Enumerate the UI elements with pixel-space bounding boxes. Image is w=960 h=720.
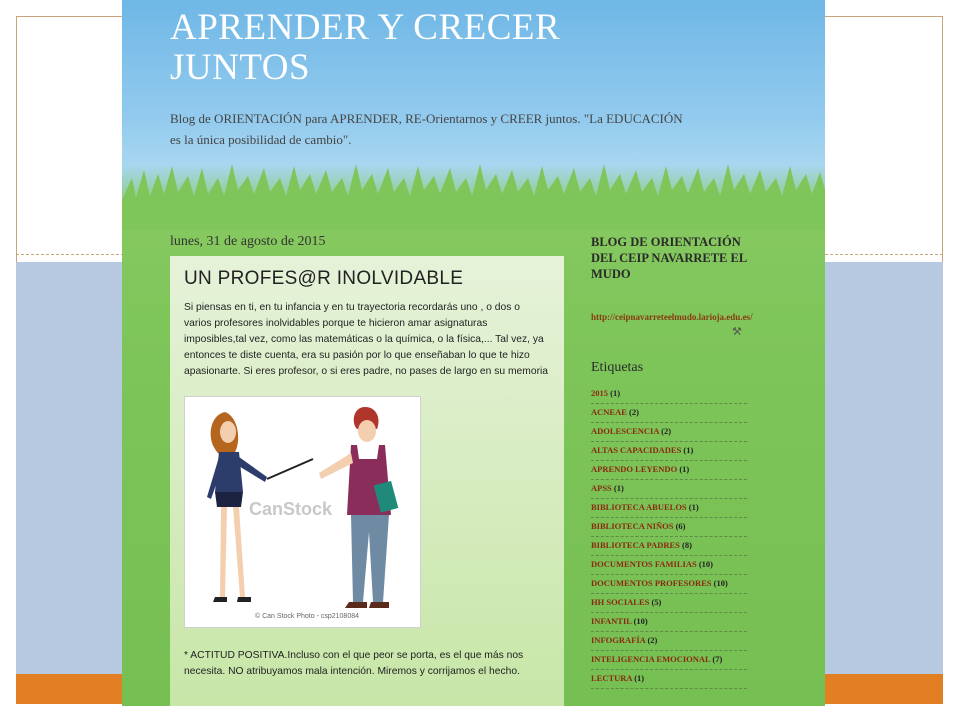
- label-item: [591, 518, 747, 537]
- label-item: [591, 404, 747, 423]
- label-link[interactable]: DOCUMENTOS PROFESORES: [591, 578, 712, 588]
- label-count: (6): [675, 521, 686, 531]
- blog-description: Blog de ORIENTACIÓN para APRENDER, RE-Orientarnos y CREER juntos. "La EDUCACIÓN es la única posibilidad de cambio".: [170, 111, 683, 147]
- post-date: lunes, 31 de agosto de 2015: [170, 234, 326, 249]
- label-item: [591, 442, 747, 461]
- label-item: [591, 461, 747, 480]
- label-count: (1): [634, 673, 645, 683]
- post-title[interactable]: UN PROFES@R INOLVIDABLE: [184, 268, 464, 289]
- label-link[interactable]: INFOGRAFÍA: [591, 635, 646, 645]
- label-count: (1): [610, 388, 621, 398]
- label-count: (10): [633, 616, 648, 626]
- blog-title[interactable]: APRENDER Y CRECER JUNTOS: [170, 7, 561, 88]
- image-credit: © Can Stock Photo - csp2108084: [255, 613, 359, 620]
- sidebar-blog-heading: BLOG DE ORIENTACIÓN DEL CEIP NAVARRETE EL MUDO: [591, 235, 747, 281]
- label-item: [591, 613, 747, 632]
- label-link[interactable]: ADOLESCENCIA: [591, 426, 660, 436]
- label-count: (2): [629, 407, 639, 417]
- label-item: [591, 537, 747, 556]
- label-link[interactable]: APRENDO LEYENDO: [591, 464, 678, 474]
- label-count: (10): [713, 578, 728, 588]
- label-link[interactable]: INFANTIL: [591, 616, 632, 626]
- label-link[interactable]: BIBLIOTECA ABUELOS: [591, 502, 687, 512]
- label-link[interactable]: ALTAS CAPACIDADES: [591, 445, 682, 455]
- post-body-continued: * ACTITUD POSITIVA.Incluso con el que peor se porta, es el que más nos necesita. NO atribuyamos mala intención. Miremos y corrijamos el hecho.: [184, 650, 524, 677]
- label-link[interactable]: APSS: [591, 483, 612, 493]
- label-link[interactable]: HH SOCIALES: [591, 597, 650, 607]
- labels-heading: Etiquetas: [591, 360, 644, 375]
- screwdriver-wrench-icon[interactable]: ⚒: [732, 326, 742, 338]
- label-link[interactable]: DOCUMENTOS FAMILIAS: [591, 559, 697, 569]
- label-link[interactable]: BIBLIOTECA PADRES: [591, 540, 680, 550]
- label-item: [591, 575, 747, 594]
- label-item: [591, 632, 747, 651]
- label-item: [591, 480, 747, 499]
- label-item: [591, 670, 747, 689]
- post-body: Si piensas en ti, en tu infancia y en tu trayectoria recordarás uno , o dos o varios profesores inolvidables porque te hicieron amar asignaturas imposibles,tal vez, como las matemáticas o la química, o la física,... Tal vez, ya entonces te diste cuenta, era su pasión por lo que enseñaban lo que te hizo apasionarte. Si eres profesor, o si eres padre, no pases de largo en su memoria: [184, 302, 549, 377]
- label-item: [591, 423, 747, 442]
- sidebar-blog-link[interactable]: http://ceipnavarreteelmudo.larioja.edu.es/: [591, 312, 753, 322]
- label-link[interactable]: ACNEAE: [591, 407, 627, 417]
- blog-screenshot: [122, 0, 825, 706]
- label-item: [591, 594, 747, 613]
- label-count: (5): [651, 597, 662, 607]
- label-count: (2): [661, 426, 672, 436]
- label-count: (7): [712, 654, 723, 664]
- label-item: [591, 556, 747, 575]
- label-item: [591, 651, 747, 670]
- label-link[interactable]: INTELIGENCIA EMOCIONAL: [591, 654, 711, 664]
- grass-decoration: [122, 160, 825, 230]
- label-link[interactable]: 2015: [591, 388, 608, 398]
- post-illustration[interactable]: [184, 396, 421, 628]
- label-count: (1): [679, 464, 690, 474]
- label-item: [591, 385, 747, 404]
- label-count: (8): [682, 540, 692, 550]
- label-link[interactable]: LECTURA: [591, 673, 633, 683]
- label-count: (10): [698, 559, 714, 569]
- label-count: (1): [613, 483, 624, 493]
- label-count: (2): [647, 635, 658, 645]
- image-watermark: CanStock: [249, 499, 333, 519]
- label-item: [591, 499, 747, 518]
- label-link[interactable]: BIBLIOTECA NIÑOS: [591, 521, 674, 531]
- labels-list: [591, 385, 747, 689]
- label-count: (1): [683, 445, 694, 455]
- label-count: (1): [688, 502, 699, 512]
- blog-post: [170, 256, 564, 706]
